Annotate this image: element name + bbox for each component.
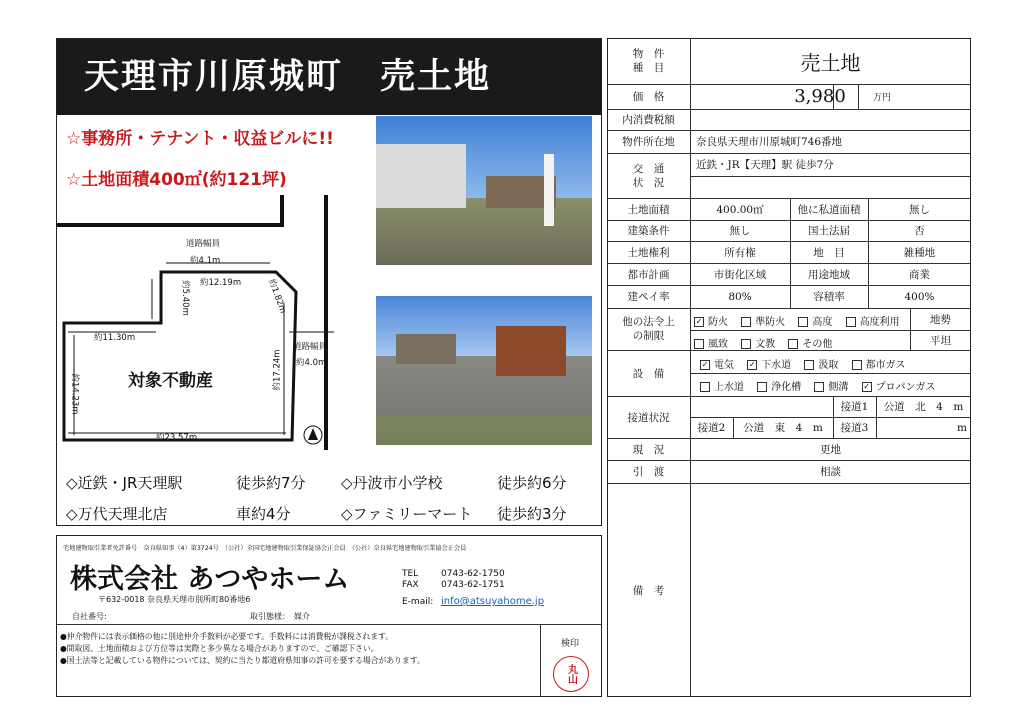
- access-time-4: 徒歩約3分: [497, 505, 567, 523]
- road1-value: 公道 北 4 m: [883, 401, 964, 413]
- seal-stamp: 丸山: [553, 656, 589, 692]
- category-value: 雑種地: [903, 246, 936, 259]
- stamp-label: 検印: [561, 639, 580, 649]
- fax-label: FAX: [402, 580, 419, 590]
- road3-value: m: [957, 421, 967, 434]
- page-title: 天理市川原城町 売土地: [84, 57, 492, 97]
- price-unit: 万円: [872, 93, 891, 103]
- access-place-2: ◇丹波市小学校: [341, 474, 443, 492]
- access-time-2: 徒歩約6分: [497, 474, 567, 492]
- private-road-label: 他に私道面積: [797, 203, 861, 216]
- bcr-label: 建ペイ率: [627, 291, 670, 303]
- road-width-value-2: 約4.0m: [296, 358, 327, 368]
- type-value: 売土地: [800, 50, 861, 75]
- road2-value: 公道 東 4 m: [743, 422, 823, 434]
- tax-label: 内消費税額: [622, 114, 675, 126]
- access-time-3: 車約4分: [236, 505, 291, 523]
- highlight-2: ☆土地面積400㎡(約121坪): [66, 170, 287, 190]
- type-label: 物 件 種 目: [632, 48, 665, 74]
- legal-row-1: ✓ 防火 準防火 高度 高度利用: [695, 317, 900, 328]
- location-value: 奈良県天理市川原城町746番地: [696, 136, 843, 148]
- facilities-row-2: 上水道 浄化槽 側溝 ✓ プロパンガス: [700, 378, 936, 393]
- access-time-1: 徒歩約7分: [236, 474, 306, 492]
- email-link[interactable]: info@atsuyahome.jp: [441, 596, 545, 607]
- facilities-label: 設 備: [632, 367, 665, 380]
- price-label: 価 格: [632, 91, 665, 103]
- road2-label: 接道2: [697, 422, 726, 434]
- build-cond-label: 建築条件: [627, 225, 670, 237]
- site-plan: [56, 195, 366, 455]
- area-label: 土地面積: [627, 203, 670, 216]
- city-label: 都市計画: [627, 268, 670, 281]
- remarks-label: 備 考: [632, 584, 665, 597]
- plan-road-edge-top: [56, 195, 282, 225]
- site-photo-1: [376, 116, 592, 265]
- dim-corner: 約1.82m: [266, 277, 288, 315]
- building-shape: [376, 144, 466, 208]
- license-line: 宅地建物取引業者免許番号 奈良県知事（4）第3724号 （公社）全国宅地建物取引業保証協会正会員 （公社）奈良県宅地建物取引業協会正会員: [63, 545, 467, 552]
- dim-right: 約17.24m: [272, 349, 283, 391]
- dim-left: 約14.23m: [69, 373, 80, 415]
- right-label: 土地権利: [627, 246, 670, 259]
- access-place-1: ◇近鉄・JR天理駅: [66, 474, 183, 492]
- terrain-label: 地勢: [930, 313, 951, 326]
- legal-label: 他の法令上 の制限: [622, 316, 675, 342]
- status-value: 更地: [820, 443, 841, 456]
- dim-step: 約5.40m: [179, 280, 190, 316]
- road-label: 接道状況: [627, 411, 670, 424]
- email-label: E-mail:: [402, 597, 434, 607]
- right-value: 所有権: [724, 246, 756, 259]
- self-number: 自社番号:: [72, 612, 107, 621]
- build-cond-value: 無し: [729, 225, 751, 237]
- area-value: 400.00㎡: [716, 203, 764, 216]
- private-road-value: 無し: [909, 203, 930, 216]
- fax-number: 0743-62-1751: [441, 580, 505, 590]
- road3-label: 接道3: [840, 422, 869, 434]
- note-3: ●国土法等と記載している物件については、契約に当たり都道府県知事の許可を要する場合があります。: [60, 656, 425, 665]
- delivery-value: 相談: [820, 466, 841, 478]
- status-label: 現 況: [632, 443, 665, 456]
- dim-bottom: 約23.57m: [156, 433, 198, 443]
- transport-value: 近鉄・JR【天理】駅 徒歩7分: [696, 159, 834, 171]
- legal-row-2: 風致 文教 その他: [694, 335, 832, 350]
- deal-type: 取引態様： 媒介: [250, 612, 310, 621]
- nla-label: 国土法届: [808, 225, 850, 237]
- road-width-label-2: 道路幅員: [293, 342, 328, 352]
- location-label: 物件所在地: [622, 136, 675, 148]
- far-value: 400%: [904, 290, 935, 303]
- road-width-label-1: 道路幅員: [186, 239, 221, 249]
- terrain-value: 平坦: [930, 334, 951, 347]
- bcr-value: 80%: [728, 290, 752, 303]
- access-place-3: ◇万代天理北店: [66, 505, 168, 523]
- zone-value: 商業: [909, 268, 930, 281]
- category-label: 地 目: [813, 246, 845, 259]
- tel-label: TEL: [402, 569, 419, 579]
- legal-check-1: ✓: [695, 317, 703, 326]
- road-width-value-1: 約4.1m: [190, 256, 221, 266]
- zone-label: 用途地域: [808, 268, 850, 281]
- site-photo-2: [376, 296, 592, 445]
- price-value: 3,980: [794, 86, 846, 107]
- nla-value: 否: [914, 225, 925, 237]
- dim-top: 約12.19m: [200, 278, 242, 288]
- company-address: 〒632-0018 奈良県天理市別所町80番地6: [98, 595, 251, 604]
- highlight-1: ☆事務所・テナント・収益ビルに!!: [66, 129, 334, 149]
- delivery-label: 引 渡: [632, 466, 665, 478]
- company-name: 株式会社 あつやホーム: [70, 564, 350, 595]
- note-2: ●間取図、土地面積および方位等は実際と多少異なる場合がありますので、ご確認下さい。: [60, 644, 379, 653]
- transport-label: 交 通 状 況: [632, 162, 665, 189]
- road1-label: 接道1: [840, 401, 869, 413]
- subject-property-label: 対象不動産: [128, 371, 213, 391]
- far-label: 容積率: [813, 291, 845, 303]
- access-place-4: ◇ファミリーマート: [341, 505, 473, 523]
- note-1: ●仲介物件には表示価格の他に別途仲介手数料が必要です。手数料には消費税が課税されます。: [60, 632, 394, 641]
- tel-number: 0743-62-1750: [441, 569, 505, 579]
- dim-left-top: 約11.30m: [94, 333, 136, 343]
- city-value: 市街化区域: [713, 268, 767, 281]
- facilities-row-1: ✓ 電気 ✓ 下水道 汲取 都市ガス: [701, 360, 906, 371]
